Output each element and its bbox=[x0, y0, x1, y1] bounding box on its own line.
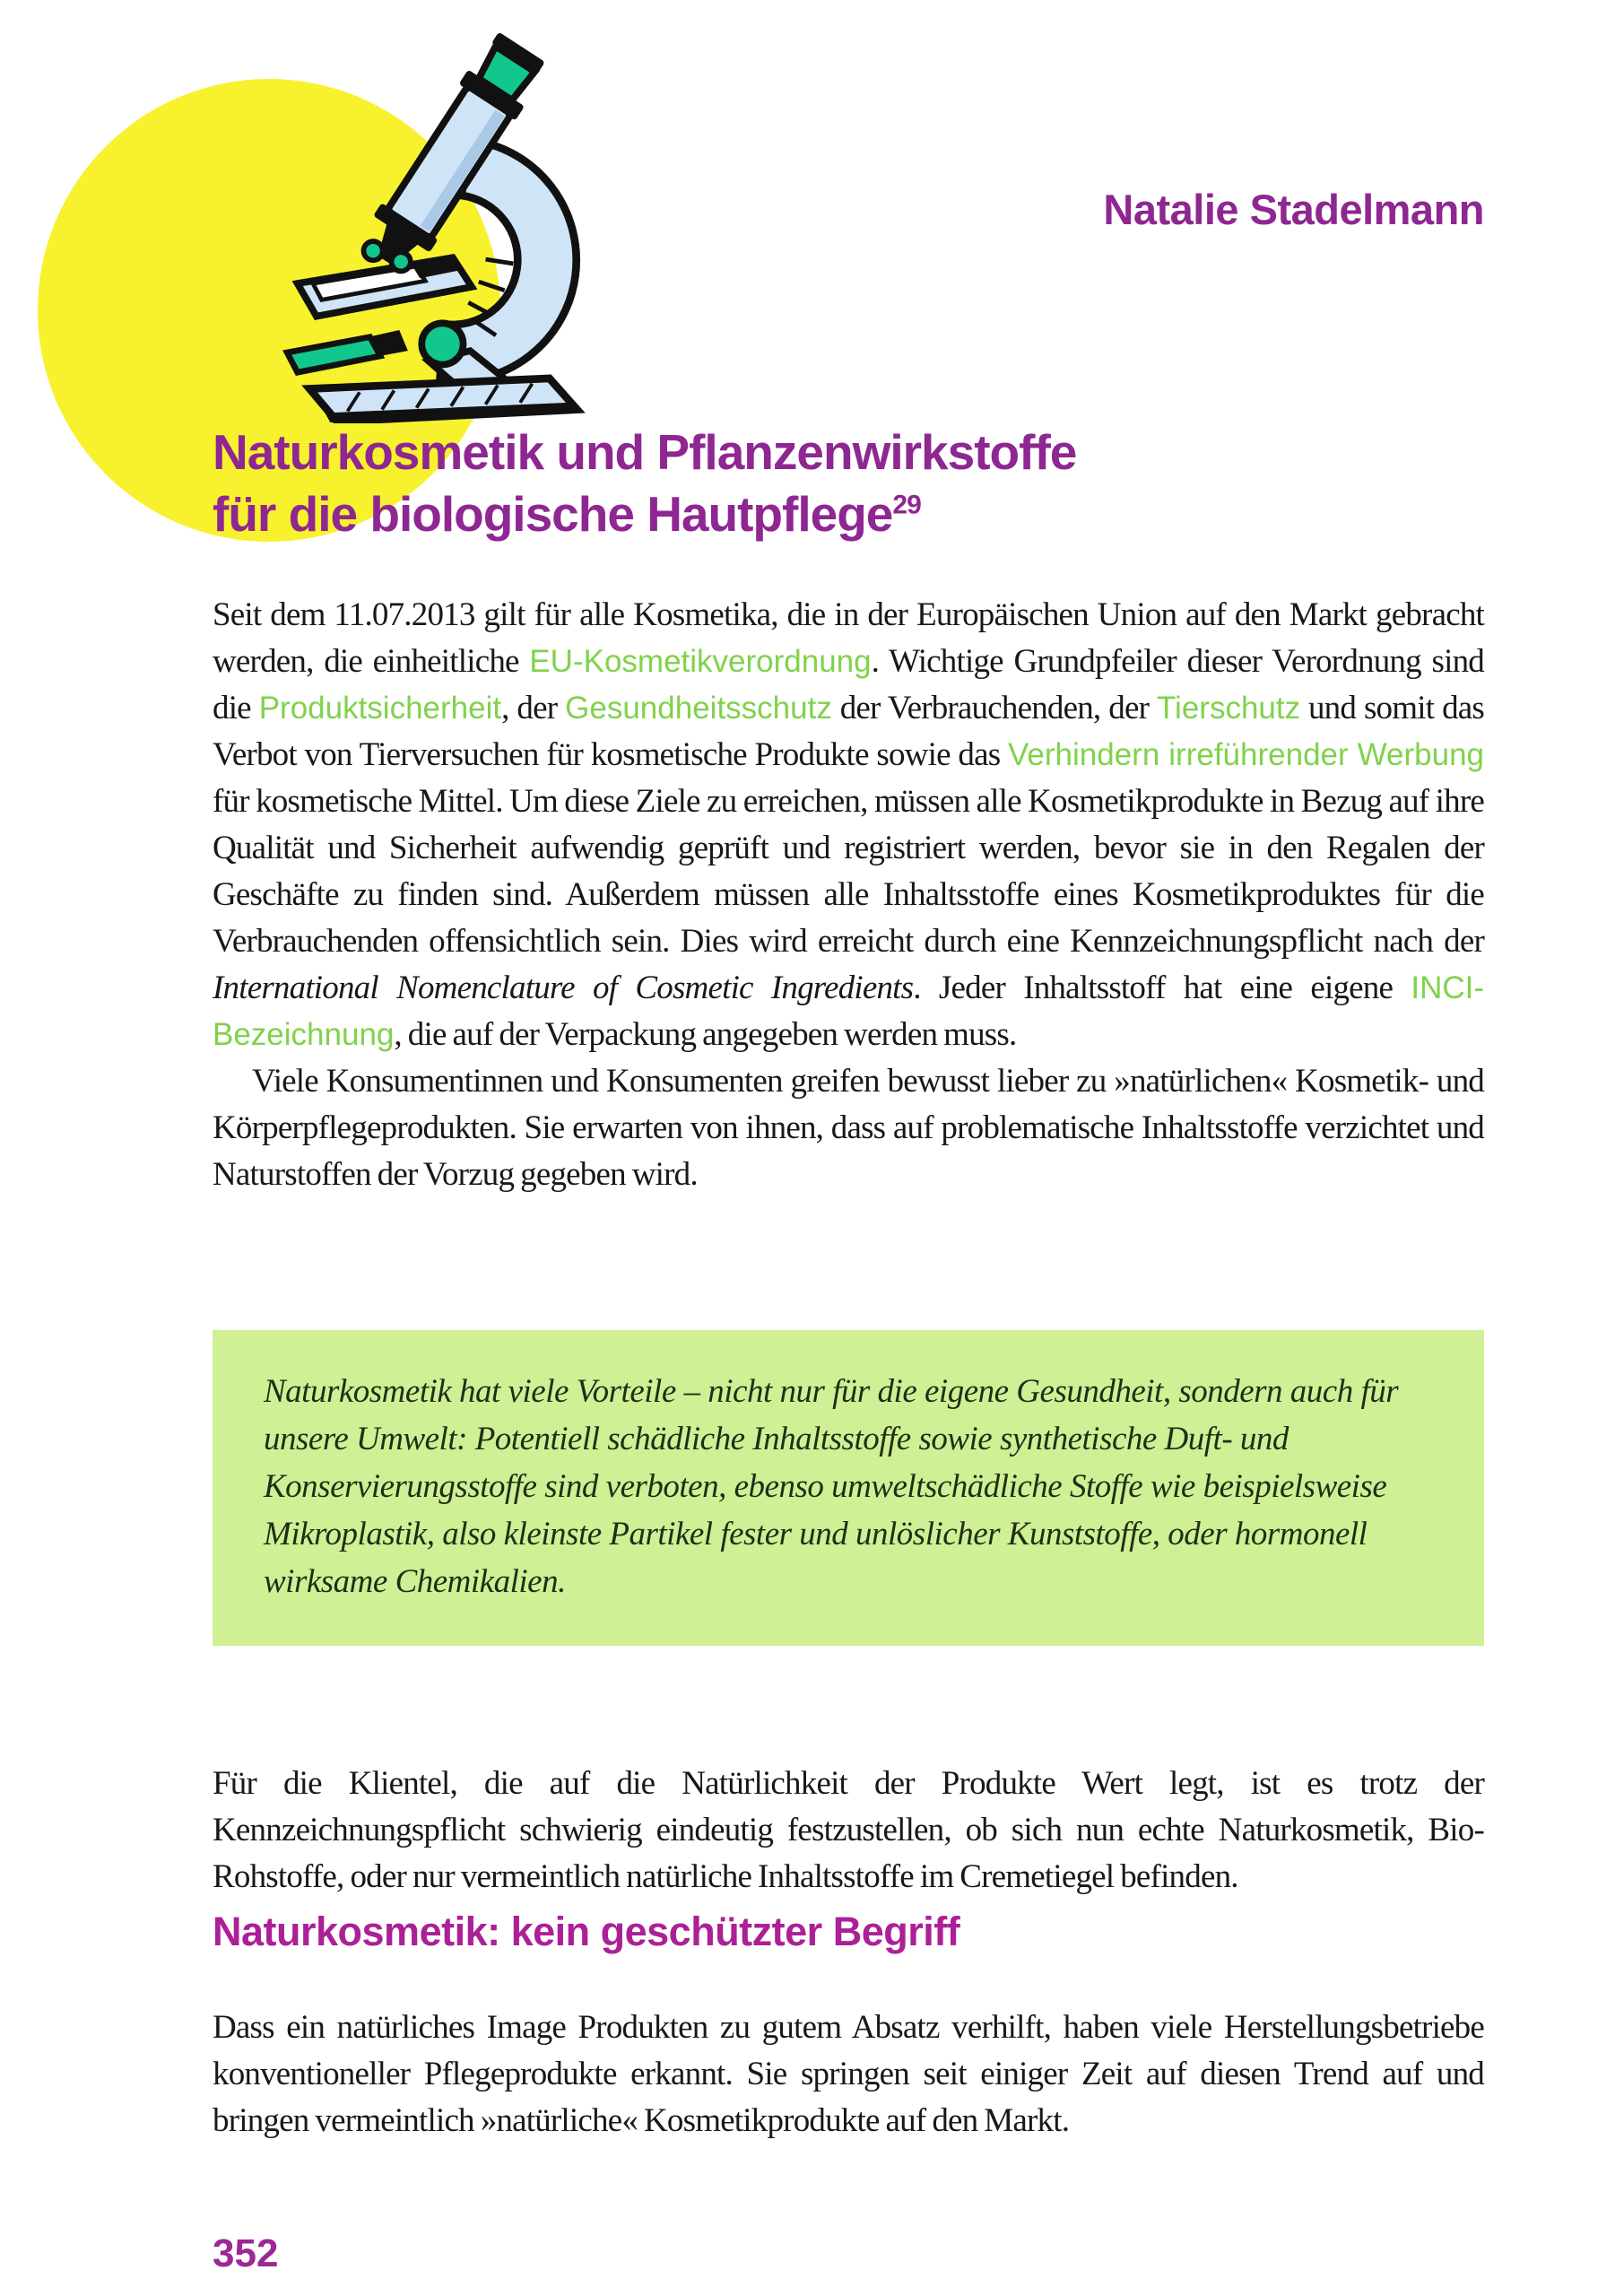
keyword-highlight: Verhindern irreführender Werbung bbox=[1008, 737, 1484, 772]
intro-paragraph bbox=[213, 592, 1484, 1058]
highlight-box-text: Naturkosmetik hat viele Vorteile – nicht nur für die eigene Gesundheit, sondern auch für unsere Umwelt: Potentiell schädliche Inhaltsstoffe sowie synthetische Duft- und Konservierungsstoffe sind verboten, ebenso umweltschädliche Stoffe wie beispielsweise Mikroplastik, also kleinste Partikel fester und unlöslicher Kunststoffe, oder hormonell wirksame Chemikalien. bbox=[264, 1373, 1399, 1600]
title-footnote-marker: 29 bbox=[892, 490, 921, 520]
microscope-base bbox=[309, 378, 577, 422]
highlight-box bbox=[213, 1330, 1484, 1646]
text-segment: , der bbox=[501, 690, 566, 726]
focus-knob bbox=[421, 323, 463, 364]
page-number: 352 bbox=[213, 2231, 279, 2275]
section-heading: Naturkosmetik: kein geschützter Begriff bbox=[213, 1909, 960, 1954]
text-segment: . Jeder Inhaltsstoff hat eine eigene bbox=[913, 970, 1411, 1006]
labelling-paragraph: Für die Klientel, die auf die Natürlichkeit der Produkte Wert legt, ist es trotz der Kennzeichnungspflicht schwierig eindeutig festzustellen, ob sich nun echte Naturkosmetik, Bio-Rohstoffe, oder nur vermeintlich natürliche Inhaltsstoffe im Cremetiegel befinden. bbox=[213, 1765, 1484, 1895]
text-segment: für kosmetische Mittel. Um diese Ziele zu erreichen, müssen alle Kosmetikprodukte in Bezug auf ihre Qualität und Sicherheit aufwendig geprüft und registriert werden, bevor sie in den Regalen der Geschäfte zu finden sind. Außerdem müssen alle Inhaltsstoffe eines Kosmetikproduktes für die Verbrauchenden offensichtlich sein. Dies wird erreicht durch eine Kennzeichnungspflicht nach der bbox=[213, 783, 1484, 960]
text-segment: International Nomenclature of Cosmetic Ingredients bbox=[213, 970, 914, 1006]
keyword-highlight: Tierschutz bbox=[1156, 691, 1301, 726]
keyword-highlight: EU-Kosmetikverordnung bbox=[529, 644, 872, 679]
microscope-substage bbox=[287, 330, 408, 372]
microscope-stage bbox=[298, 257, 472, 316]
keyword-highlight: Gesundheitsschutz bbox=[565, 691, 832, 726]
text-segment: und somit das Verbot von Tierversuchen für kosmetische Produkte sowie das bbox=[213, 690, 1484, 773]
text-segment: , die auf der Verpackung angegeben werden muss. bbox=[394, 1016, 1017, 1053]
trend-paragraph: Dass ein natürliches Image Produkten zu gutem Absatz verhilft, haben viele Herstellungsbetriebe konventioneller Pflegeprodukte erkannt. Sie springen seit einiger Zeit auf diesen Trend auf und bringen vermeintlich »natürliche« Kosmetikprodukte auf den Markt. bbox=[213, 2009, 1484, 2139]
intro-text-block bbox=[213, 592, 1484, 1198]
keyword-highlight: Produktsicherheit bbox=[258, 691, 502, 726]
page-title-line1: Naturkosmetik und Pflanzenwirkstoffe bbox=[213, 424, 1077, 480]
consumer-paragraph: Viele Konsumentinnen und Konsumenten greifen bewusst lieber zu »natürlichen« Kosmetik- und Körperpflegeprodukten. Sie erwarten von ihnen, dass auf problematische Inhaltsstoffe verzichtet und Naturstoffen der Vorzug gegeben wird. bbox=[213, 1063, 1484, 1193]
text-segment: der Verbrauchenden, der bbox=[831, 690, 1157, 726]
keyword-highlight: INCI-Bezeichnung bbox=[213, 970, 1484, 1052]
text-segment: Seit dem 11.07.2013 gilt für alle Kosmetika, die in der Europäischen Union auf den Markt gebracht werden, die einheitliche bbox=[213, 596, 1484, 680]
page-title-line2: für die biologische Hautpflege bbox=[213, 486, 893, 542]
author-name: Natalie Stadelmann bbox=[1103, 186, 1484, 233]
text-segment: . Wichtige Grundpfeiler dieser Verordnung sind die bbox=[213, 643, 1484, 726]
page-title bbox=[213, 422, 1076, 545]
